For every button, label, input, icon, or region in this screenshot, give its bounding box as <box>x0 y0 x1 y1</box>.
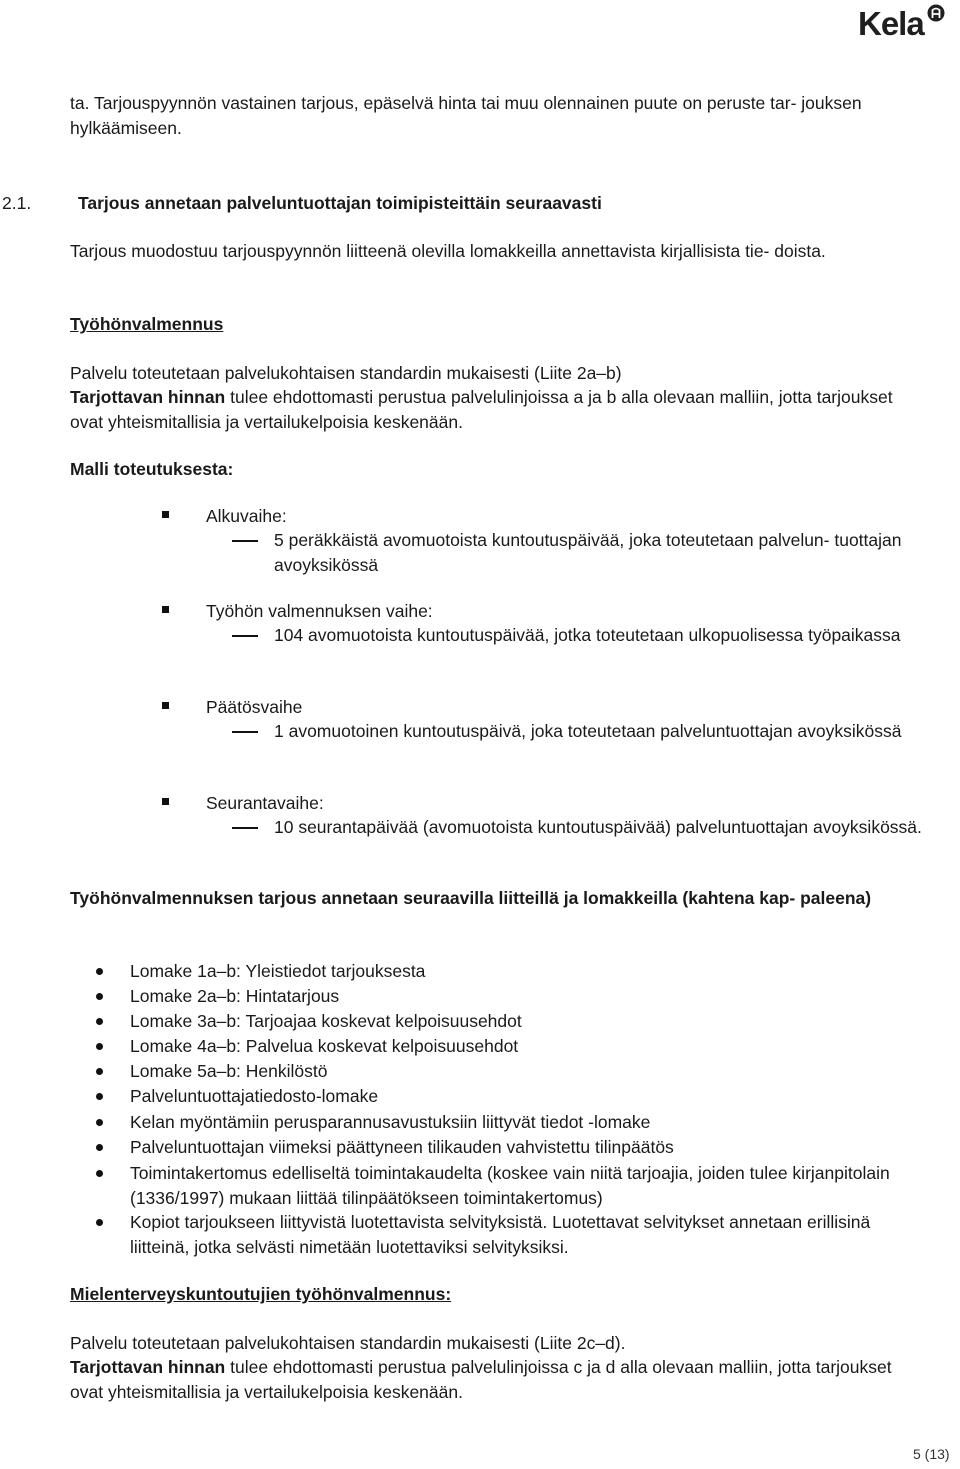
pricing-rest: tulee ehdottomasti perustua palvelulinjoissa a ja b alla olevaan malliin, jotta tarjoukset ovat yhteismitallisia ja vertailukelpoisia keskenään. <box>70 387 893 432</box>
phase-desc: 5 peräkkäistä avomuotoista kuntoutuspäivää, joka toteutetaan palvelun- tuottajan avoyksikössä <box>274 530 902 575</box>
section-body: Tarjous muodostuu tarjouspyynnön liitteenä olevilla lomakkeilla annettavista kirjallisista tie- doista. <box>70 241 826 261</box>
bullet-icon <box>96 1219 103 1226</box>
phase-title: Alkuvaihe: <box>206 506 287 526</box>
phase-desc: 10 seurantapäivää (avomuotoista kuntoutuspäivää) palveluntuottajan avoyksikössä. <box>274 817 922 837</box>
bullet-icon <box>96 968 103 975</box>
list-item-text: Kelan myöntämiin perusparannusavustuksiin liittyvät tiedot -lomake <box>130 1112 651 1132</box>
list-item-text: Lomake 5a–b: Henkilöstö <box>130 1061 328 1081</box>
bullet-icon <box>96 1144 103 1151</box>
dash-icon <box>232 827 258 829</box>
list-item-text: Palveluntuottajan viimeksi päättyneen tilikauden vahvistettu tilinpäätös <box>130 1137 674 1157</box>
section-title: Tarjous annetaan palveluntuottajan toimipisteittäin seuraavasti <box>78 193 602 213</box>
attachments-heading: Työhönvalmennuksen tarjous annetaan seuraavilla liitteillä ja lomakkeilla (kahtena kap- paleena) <box>70 888 872 908</box>
bullet-icon <box>96 1119 103 1126</box>
phase-title: Työhön valmennuksen vaihe: <box>206 601 433 621</box>
dash-icon <box>232 540 258 542</box>
bullet-icon <box>96 1093 103 1100</box>
phase-desc: 1 avomuotoinen kuntoutuspäivä, joka toteutetaan palveluntuottajan avoyksikössä <box>274 721 902 741</box>
list-item-text: Toimintakertomus edelliseltä toimintakaudelta (koskee vain niitä tarjoajia, joiden tulee kirjanpitolain (1336/1997) mukaan liittää tilinpäätökseen toimintakertomus) <box>130 1163 890 1208</box>
dash-icon <box>232 731 258 733</box>
dash-icon <box>232 635 258 637</box>
bullet-icon <box>96 1170 103 1177</box>
list-item-text: Lomake 2a–b: Hintatarjous <box>130 986 340 1006</box>
list-item-text: Kopiot tarjoukseen liittyvistä luotettavista selvityksistä. Luotettavat selvitykset annetaan erillisinä liitteinä, jotka selvästi nimetään luotettaviksi selvityksiksi. <box>130 1212 871 1257</box>
square-bullet-icon <box>162 606 169 613</box>
page-number: 5 (13) <box>913 1446 950 1462</box>
mielenterveys-line1: Palvelu toteutetaan palvelukohtaisen standardin mukaisesti (Liite 2c–d). <box>70 1333 626 1353</box>
phase-title: Päätösvaihe <box>206 697 303 717</box>
list-item-text: Lomake 1a–b: Yleistiedot tarjouksesta <box>130 961 426 981</box>
logo-badge-icon <box>927 4 945 22</box>
kela-logo <box>858 4 950 44</box>
model-heading: Malli toteutuksesta: <box>70 459 234 479</box>
mielenterveys-heading: Mielenterveyskuntoutujien työhönvalmennus: <box>70 1284 452 1304</box>
bullet-icon <box>96 1043 103 1050</box>
tyohonvalmennus-pricing <box>70 385 915 434</box>
phase-desc: 104 avomuotoista kuntoutuspäivää, jotka toteutetaan ulkopuolisessa työpaikassa <box>274 625 901 645</box>
section-number: 2.1. <box>2 193 32 213</box>
tyohonvalmennus-line1: Palvelu toteutetaan palvelukohtaisen standardin mukaisesti (Liite 2a–b) <box>70 363 622 383</box>
square-bullet-icon <box>162 798 169 805</box>
bullet-icon <box>96 993 103 1000</box>
tyohonvalmennus-heading: Työhönvalmennus <box>70 314 224 334</box>
list-item-text: Palveluntuottajatiedosto-lomake <box>130 1086 379 1106</box>
square-bullet-icon <box>162 702 169 709</box>
list-item-text: Lomake 3a–b: Tarjoajaa koskevat kelpoisuusehdot <box>130 1011 522 1031</box>
phase-title: Seurantavaihe: <box>206 793 324 813</box>
mielenterveys-pricing <box>70 1355 915 1404</box>
pricing-bold: Tarjottavan hinnan <box>70 1357 226 1377</box>
list-item-text: Lomake 4a–b: Palvelua koskevat kelpoisuusehdot <box>130 1036 519 1056</box>
logo-text: Kela <box>858 5 924 42</box>
bullet-icon <box>96 1018 103 1025</box>
intro-paragraph: ta. Tarjouspyynnön vastainen tarjous, epäselvä hinta tai muu olennainen puute on peruste tar- jouksen hylkäämiseen. <box>70 93 862 138</box>
pricing-rest: tulee ehdottomasti perustua palvelulinjoissa c ja d alla olevaan malliin, jotta tarjoukset ovat yhteismitallisia ja vertailukelpoisia keskenään. <box>70 1357 892 1402</box>
bullet-icon <box>96 1068 103 1075</box>
pricing-bold: Tarjottavan hinnan <box>70 387 226 407</box>
square-bullet-icon <box>162 511 169 518</box>
